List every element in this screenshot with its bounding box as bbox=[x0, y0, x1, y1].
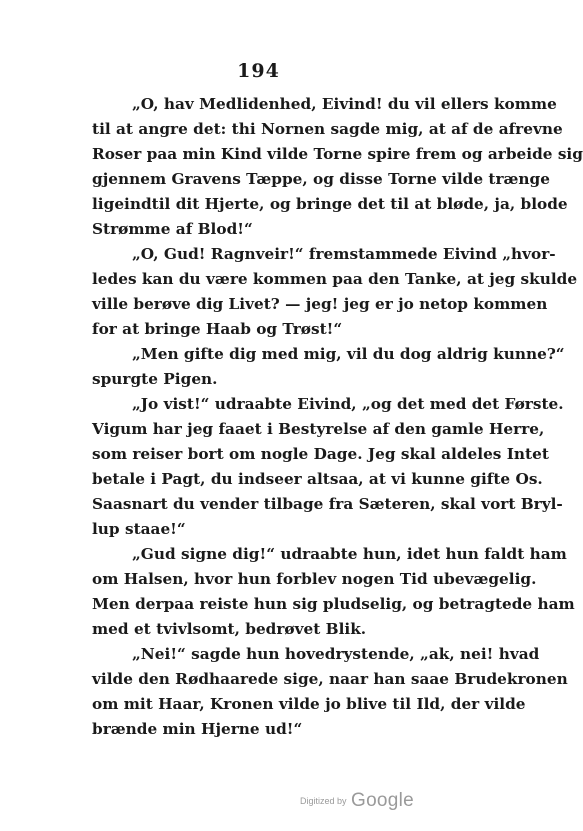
text-line: til at angre det: thi Nornen sagde mig, at af de afrevne bbox=[92, 120, 563, 138]
watermark-prefix: Digitized by bbox=[300, 796, 347, 806]
body-text bbox=[92, 92, 583, 742]
text-line: gjennem Gravens Tæppe, og disse Torne vilde trænge bbox=[92, 170, 550, 188]
text-line: som reiser bort om nogle Dage. Jeg skal aldeles Intet bbox=[92, 445, 549, 463]
text-line: lup staae!“ bbox=[92, 520, 186, 538]
text-line: Vigum har jeg faaet i Bestyrelse af den gamle Herre, bbox=[92, 420, 545, 438]
text-line: „O, Gud! Ragnveir!“ fremstammede Eivind „hvor- bbox=[132, 245, 556, 263]
text-line: for at bringe Haab og Trøst!“ bbox=[92, 320, 343, 338]
text-line: „Men gifte dig med mig, vil du dog aldrig kunne?“ bbox=[132, 345, 565, 363]
text-line: Strømme af Blod!“ bbox=[92, 220, 253, 238]
text-line: betale i Pagt, du indseer altsaa, at vi kunne gifte Os. bbox=[92, 470, 543, 488]
text-line: ledes kan du være kommen paa den Tanke, at jeg skulde bbox=[92, 270, 578, 288]
text-line: ligeindtil dit Hjerte, og bringe det til at bløde, ja, blode bbox=[92, 195, 568, 213]
text-line: vilde den Rødhaarede sige, naar han saae Brudekronen bbox=[92, 670, 568, 688]
text-line: „Gud signe dig!“ udraabte hun, idet hun faldt ham bbox=[132, 545, 567, 563]
page-number: 194 bbox=[237, 60, 280, 82]
text-line: om Halsen, hvor hun forblev nogen Tid ubevægelig. bbox=[92, 570, 537, 588]
google-logo: Google bbox=[350, 790, 415, 811]
text-line: Men derpaa reiste hun sig pludselig, og betragtede ham bbox=[92, 595, 575, 613]
text-line: „Jo vist!“ udraabte Eivind, „og det med det Første. bbox=[132, 395, 564, 413]
text-line: spurgte Pigen. bbox=[92, 370, 218, 388]
text-line: Roser paa min Kind vilde Torne spire frem og arbeide sig bbox=[92, 145, 583, 163]
text-line: Saasnart du vender tilbage fra Sæteren, skal vort Bryl- bbox=[92, 495, 563, 513]
text-line: brænde min Hjerne ud!“ bbox=[92, 720, 303, 738]
text-line: „O, hav Medlidenhed, Eivind! du vil ellers komme bbox=[132, 95, 557, 113]
text-line: „Nei!“ sagde hun hovedrystende, „ak, nei! hvad bbox=[132, 645, 540, 663]
text-line: med et tvivlsomt, bedrøvet Blik. bbox=[92, 620, 367, 638]
text-line: om mit Haar, Kronen vilde jo blive til Ild, der vilde bbox=[92, 695, 526, 713]
digitization-watermark bbox=[300, 790, 414, 812]
text-line: ville berøve dig Livet? — jeg! jeg er jo netop kommen bbox=[92, 295, 548, 313]
